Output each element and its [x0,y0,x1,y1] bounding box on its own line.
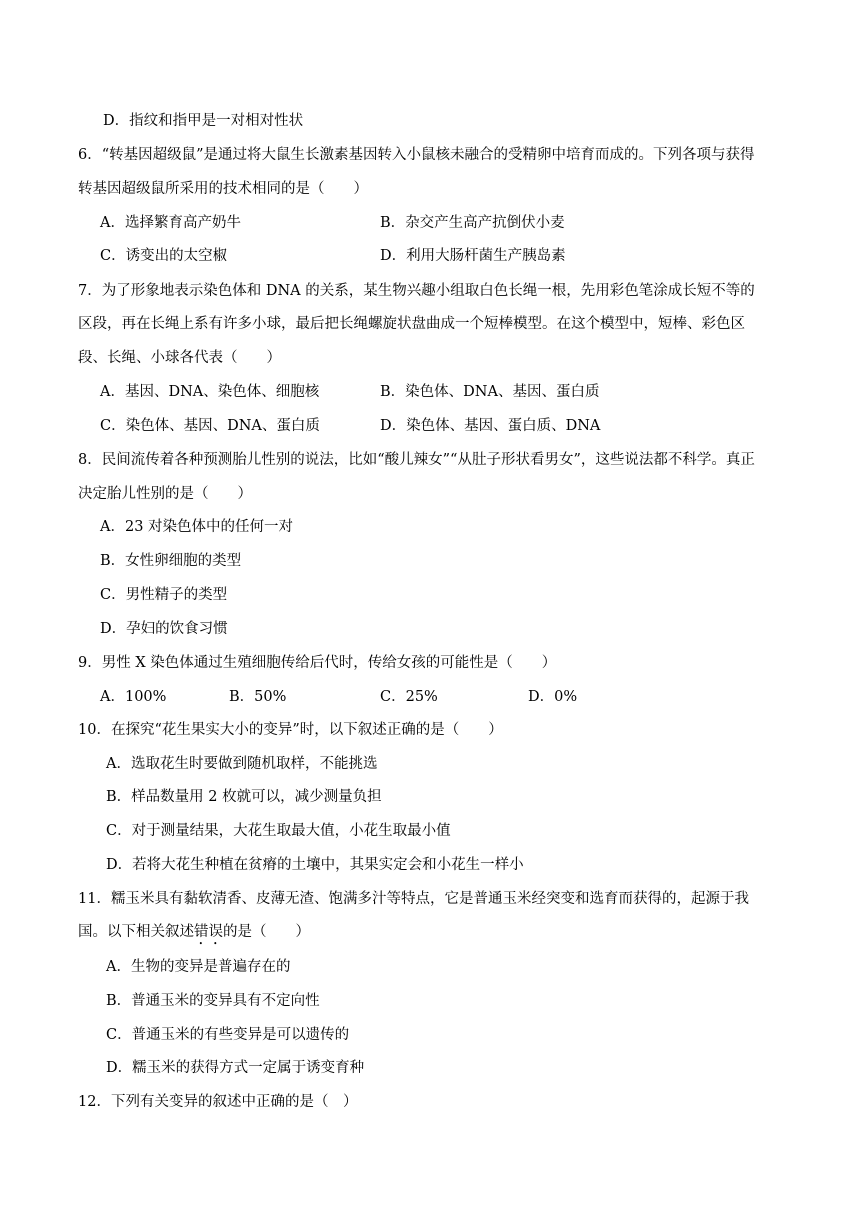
q9-option-d: D．0% [528,689,578,705]
q6-stem-line1: 6．“转基因超级鼠”是通过将大鼠生长激素基因转入小鼠核未融合的受精卵中培育而成的。下列各项与获得 [78,147,755,163]
q7-option-b: B．染色体、DNA、基因、蛋白质 [380,384,600,400]
q11-stem-line1: 11．糯玉米具有黏软清香、皮薄无渣、饱满多汁等特点，它是普通玉米经突变和选育而获得的，起源于我 [78,891,749,907]
q11-stem-line2-pre: 国。以下相关叙述 [78,924,194,940]
q9-option-a: A．100% [100,689,167,705]
q7-stem-line3: 段、长绳、小球各代表（ ） [78,350,281,366]
q10-option-d: D．若将大花生种植在贫瘠的土壤中，其果实定会和小花生一样小 [106,857,524,873]
q8-stem-line2: 决定胎儿性别的是（ ） [78,486,252,502]
q6-option-d: D．利用大肠杆菌生产胰岛素 [380,248,566,264]
q11-stem-line2 [78,922,310,948]
q7-stem-line2: 区段，再在长绳上系有许多小球，最后把长绳螺旋状盘曲成一个短棒模型。在这个模型中，短棒、彩色区 [78,316,745,332]
q7-option-c: C．染色体、基因、DNA、蛋白质 [100,418,320,434]
q10-stem-line1: 10．在探究“花生果实大小的变异”时，以下叙述正确的是（ ） [78,722,503,738]
q8-option-c: C．男性精子的类型 [100,587,228,603]
q11-emphasis-word: 错误 [194,924,223,940]
q7-option-d: D．染色体、基因、蛋白质、DNA [380,418,601,434]
q11-option-b: B．普通玉米的变异具有不定向性 [106,993,320,1009]
q9-stem-line1: 9．男性 X 染色体通过生殖细胞传给后代时，传给女孩的可能性是（ ） [78,655,557,671]
q7-stem-line1: 7．为了形象地表示染色体和 DNA 的关系，某生物兴趣小组取白色长绳一根，先用彩色笔涂成长短不等的 [78,283,755,299]
q12-stem-line1: 12．下列有关变异的叙述中正确的是（ ） [78,1094,358,1110]
q6-option-b: B．杂交产生高产抗倒伏小麦 [380,215,565,231]
q6-option-c: C．诱变出的太空椒 [100,248,228,264]
q8-stem-line1: 8．民间流传着各种预测胎儿性别的说法，比如“酸儿辣女”“从肚子形状看男女”，这些说法都不科学。真正 [78,452,755,468]
q8-option-a: A．23 对染色体中的任何一对 [100,519,294,535]
q10-option-a: A．选取花生时要做到随机取样，不能挑选 [106,756,378,772]
q11-option-a: A．生物的变异是普遍存在的 [106,959,291,975]
q11-stem-line2-post: 的是（ ） [223,924,310,940]
q5-option-d: D．指纹和指甲是一对相对性状 [103,113,304,129]
q11-option-d: D．糯玉米的获得方式一定属于诱变育种 [106,1060,365,1076]
q9-option-c: C．25% [380,689,438,705]
q7-option-a: A．基因、DNA、染色体、细胞核 [100,384,320,400]
q8-option-b: B．女性卵细胞的类型 [100,553,242,569]
q11-option-c: C．普通玉米的有些变异是可以遗传的 [106,1027,350,1043]
q8-option-d: D．孕妇的饮食习惯 [100,621,228,637]
q6-option-a: A．选择繁育高产奶牛 [100,215,241,231]
q9-option-b: B．50% [229,689,287,705]
q6-stem-line2: 转基因超级鼠所采用的技术相同的是（ ） [78,181,368,197]
q10-option-b: B．样品数量用 2 枚就可以，减少测量负担 [106,789,382,805]
q10-option-c: C．对于测量结果，大花生取最大值，小花生取最小值 [106,823,451,839]
